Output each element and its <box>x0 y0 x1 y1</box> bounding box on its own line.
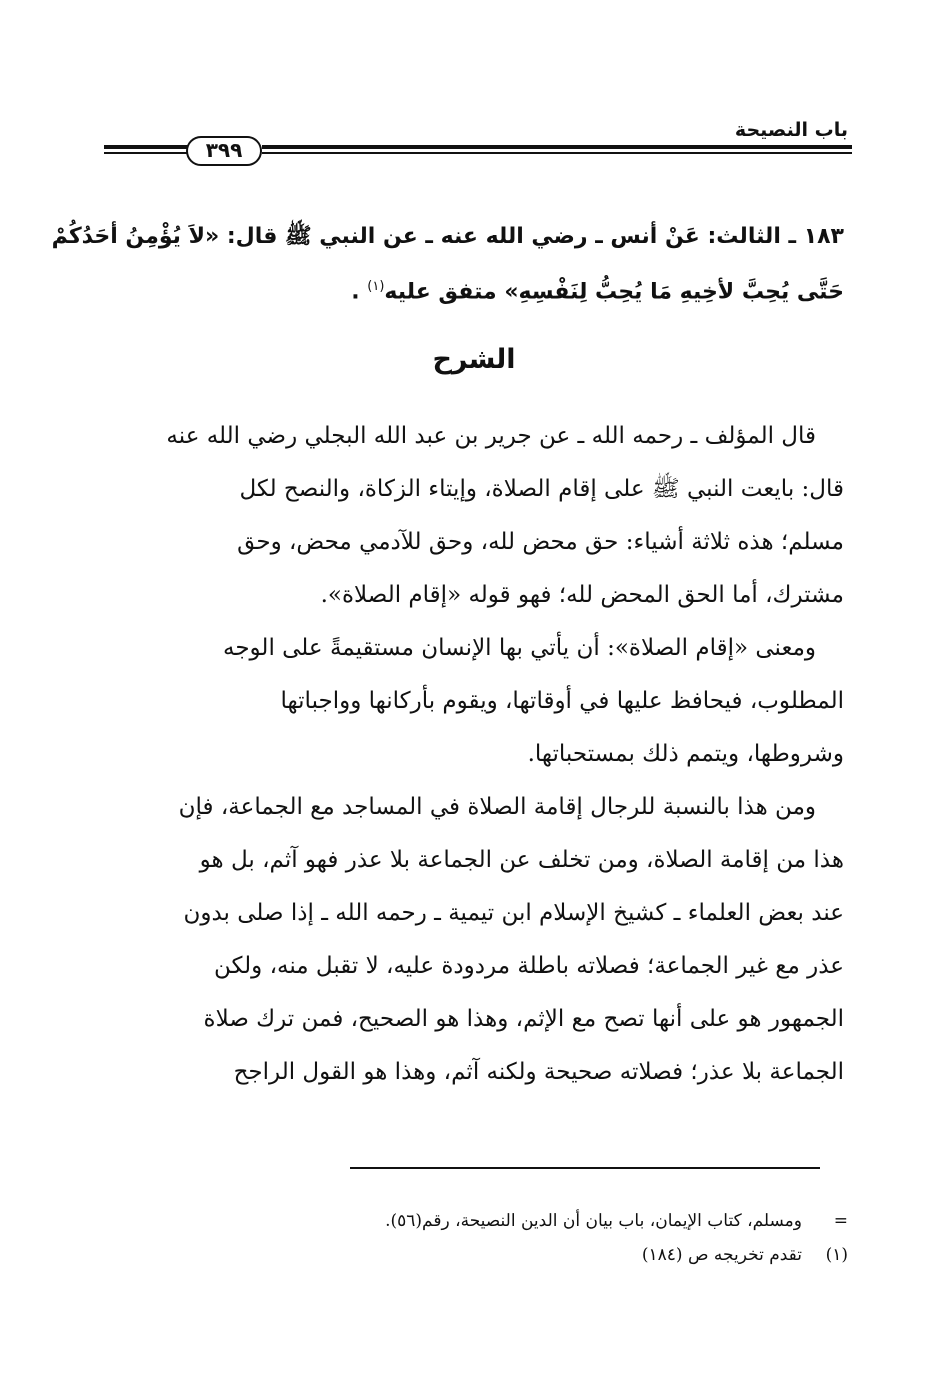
footnote-1 <box>104 1238 848 1272</box>
body-line: عذر مع غير الجماعة؛ فصلاته باطلة مردودة عليه، لا تقبل منه، ولكن <box>213 953 844 979</box>
body-line: الجماعة بلا عذر؛ فصلاته صحيحة ولكنه آثم، وهذا هو القول الراجح <box>233 1059 844 1085</box>
body-line: قال المؤلف ـ رحمه الله ـ عن جرير بن عبد الله البجلي رضي الله عنه <box>166 423 816 449</box>
page-number: ٣٩٩ <box>186 136 262 166</box>
body-line: هذا من إقامة الصلاة، ومن تخلف عن الجماعة بلا عذر فهو آثم، بل هو <box>199 847 844 873</box>
body-line: ومعنى «إقام الصلاة»: أن يأتي بها الإنسان مستقيمةً على الوجه <box>223 635 816 661</box>
footnote-ref: (١) <box>367 279 385 294</box>
body-line: الجمهور هو على أنها تصح مع الإثم، وهذا هو الصحيح، فمن ترك صلاة <box>203 1006 844 1032</box>
footnote-separator <box>350 1167 820 1169</box>
body-line: المطلوب، فيحافظ عليها في أوقاتها، ويقوم بأركانها وواجباتها <box>280 688 844 714</box>
footnote-continued-mark: = <box>833 1211 848 1231</box>
body-line: عند بعض العلماء ـ كشيخ الإسلام ابن تيمية ـ رحمه الله ـ إذا صلى بدون <box>183 900 844 926</box>
footnote-continued-text: ومسلم، كتاب الإيمان، باب بيان أن الدين النصيحة، رقم(٥٦). <box>385 1211 802 1231</box>
hadith-block <box>51 212 844 317</box>
running-title: باب النصيحة <box>734 119 848 141</box>
hadith-line-2 <box>104 262 844 317</box>
commentary-body <box>104 410 844 1099</box>
footnotes <box>104 1204 848 1272</box>
hadith-line-2-end: . <box>351 279 360 305</box>
hadith-line-1: ١٨٣ ـ الثالث: عَنْ أنس ـ رضي الله عنه ـ عن النبي ﷺ قال: «لاَ يُؤْمِنُ أحَدُكُمْ <box>51 224 844 249</box>
footnote-continued <box>104 1204 848 1238</box>
footnote-1-mark: (١) <box>825 1245 848 1265</box>
hadith-line-2-text: حَتَّى يُحِبَّ لأخِيهِ مَا يُحِبُّ لِنَفْسِهِ» متفق عليه <box>384 279 844 305</box>
section-title: الشرح <box>432 344 516 375</box>
footnote-1-text: تقدم تخريجه ص (١٨٤) <box>641 1245 802 1265</box>
body-line: قال: بايعت النبي ﷺ على إقام الصلاة، وإيتاء الزكاة، والنصح لكل <box>239 476 844 502</box>
header-rule-right <box>262 144 852 156</box>
body-line: وشروطها، ويتمم ذلك بمستحباتها. <box>527 741 844 767</box>
body-line: مسلم؛ هذه ثلاثة أشياء: حق محض لله، وحق للآدمي محض، وحق <box>237 529 844 555</box>
body-line: ومن هذا بالنسبة للرجال إقامة الصلاة في المساجد مع الجماعة، فإن <box>178 794 816 820</box>
body-line: مشترك، أما الحق المحض لله؛ فهو قوله «إقام الصلاة». <box>320 582 844 608</box>
